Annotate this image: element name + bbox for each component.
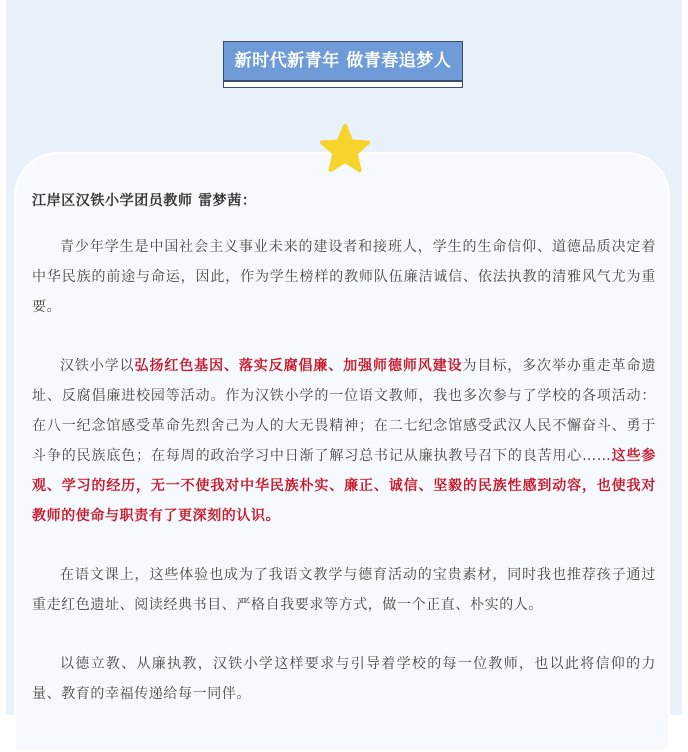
paragraph-3: 在语文课上，这些体验也成为了我语文教学与德育活动的宝贵素材，同时我也推荐孩子通过重走红色遗址、阅读经典书目、严格自我要求等方式，做一个正直、朴实的人。 (32, 567, 656, 613)
highlight-goals: 弘扬红色基因、落实反腐倡廉、加强师德师风建设 (134, 358, 463, 374)
paragraph-2 (32, 351, 656, 531)
paragraph-1: 青少年学生是中国社会主义事业未来的建设者和接班人，学生的生命信仰、道德品质决定着中华民族的前途与命运，因此，作为学生榜样的教师队伍廉洁诚信、依法执教的清雅风气尤为重要。 (32, 239, 656, 315)
article-body (32, 186, 656, 709)
star-icon (318, 123, 372, 177)
paragraph-2-body: 为目标，多次举办重走革命遗址、反腐倡廉进校园等活动。作为汉铁小学的一位语文教师，我也多次参与了学校的各项活动：在八一纪念馆感受革命先烈舍己为人的大无畏精神；在二七纪念馆感受武汉人民不懈奋斗、勇于斗争的民族底色；在每周的政治学习中日渐了解习总书记从廉执教号召下的良苦用心…… (32, 358, 657, 464)
title-banner (223, 41, 463, 87)
title-underline-bar (223, 81, 463, 88)
author-heading: 江岸区汉铁小学团员教师 雷梦茜： (32, 193, 257, 209)
paragraph-2-intro: 汉铁小学以 (60, 358, 135, 374)
highlight-reflection: 这些参观、学习的经历，无一不使我对中华民族朴实、廉正、诚信、坚毅的民族性感到动容，也使我对教师的使命与职责有了更深刻的认识。 (32, 448, 656, 524)
paragraph-4: 以德立教、从廉执教，汉铁小学这样要求与引导着学校的每一位教师，也以此将信仰的力量、教育的幸福传递给每一同伴。 (32, 656, 656, 702)
page-title: 新时代新青年 做青春追梦人 (223, 41, 463, 81)
